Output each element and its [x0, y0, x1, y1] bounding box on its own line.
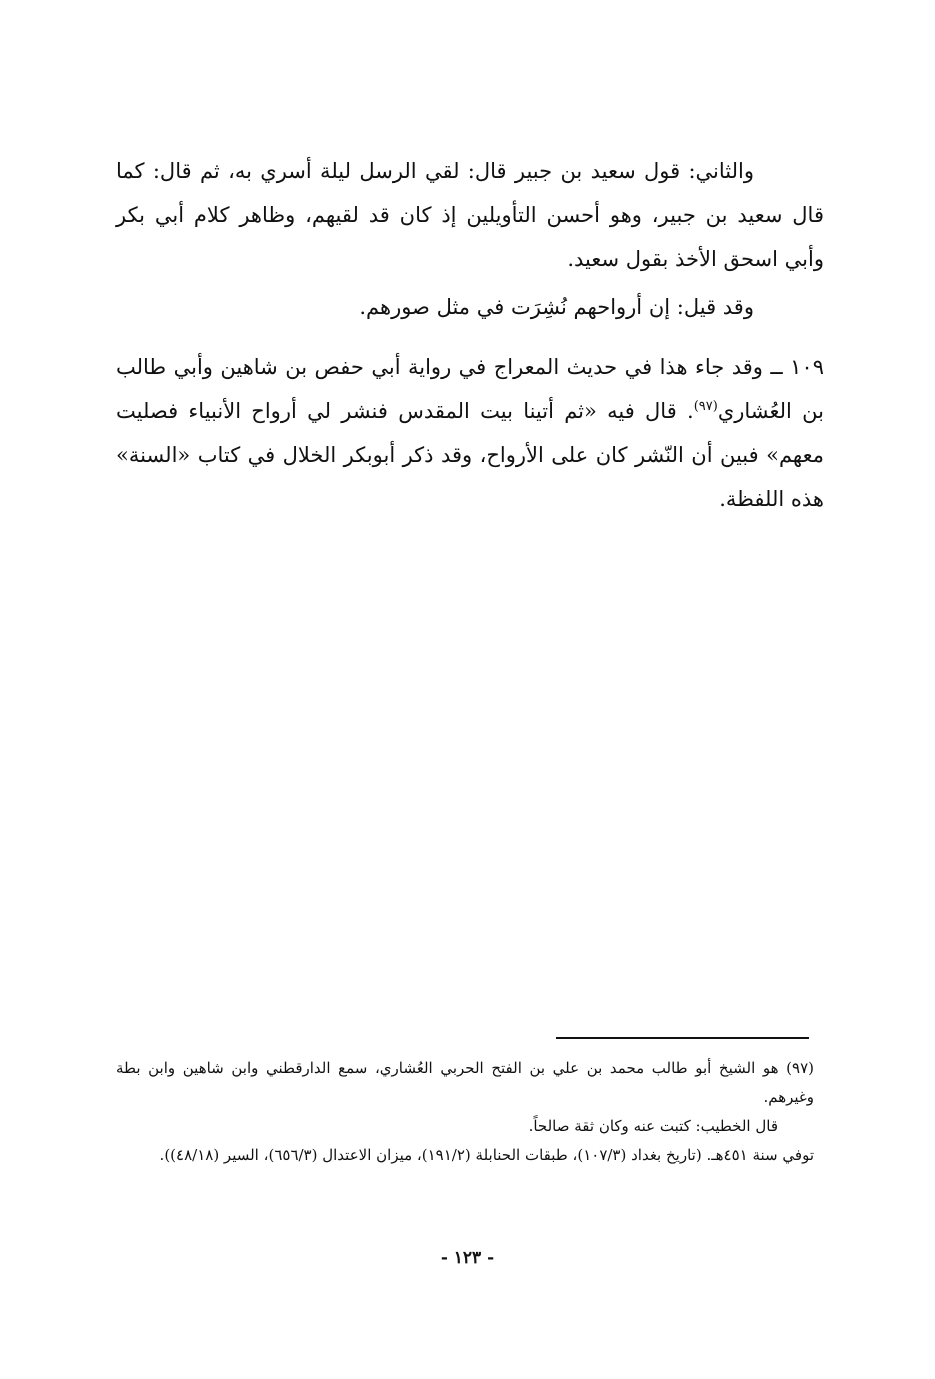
footnote-separator [556, 1037, 809, 1039]
paragraph-3 [116, 345, 824, 521]
footnote-line-2: قال الخطيب: كتبت عنه وكان ثقة صالحاً. [528, 1117, 778, 1135]
page-number: - ١٢٣ - [440, 1248, 495, 1268]
paragraph-1: والثاني: قول سعيد بن جبير قال: لقي الرسل ليلة أسري به، ثم قال: كما قال سعيد بن جبير، وهو أحسن التأويلين إذ كان قد لقيهم، وظاهر كلام أبي بكر وأبي اسحق الأخذ بقول سعيد. [116, 159, 824, 271]
footnotes [116, 1054, 814, 1170]
footnote-line-3: توفي سنة ٤٥١هـ. (تاريخ بغداد (١٠٧/٣)، طبقات الحنابلة (١٩١/٢)، ميزان الاعتدال (٦٥٦/٣)، السير (٤٨/١٨)). [159, 1146, 814, 1164]
paragraph-3-text-end: . قال فيه «ثم أتينا بيت المقدس فنشر لي أرواح الأنبياء فصليت معهم» فبين أن النّشر كان على الأرواح، وقد ذكر أبوبكر الخلال في كتاب «السنة» هذه اللفظة. [116, 399, 824, 511]
paragraph-2: وقد قيل: إن أرواحهم نُشِرَت في مثل صورهم. [359, 295, 754, 319]
footnote-reference: (٩٧) [693, 399, 718, 414]
footnote-line-1: (٩٧) هو الشيخ أبو طالب محمد بن علي بن الفتح الحربي العُشاري، سمع الدارقطني وابن شاهين وابن بطة وغيرهم. [116, 1059, 814, 1106]
paragraph-3-text-start: ١٠٩ ــ وقد جاء هذا في حديث المعراج في رواية أبي حفص بن شاهين وأبي طالب بن العُشاري [116, 355, 824, 423]
